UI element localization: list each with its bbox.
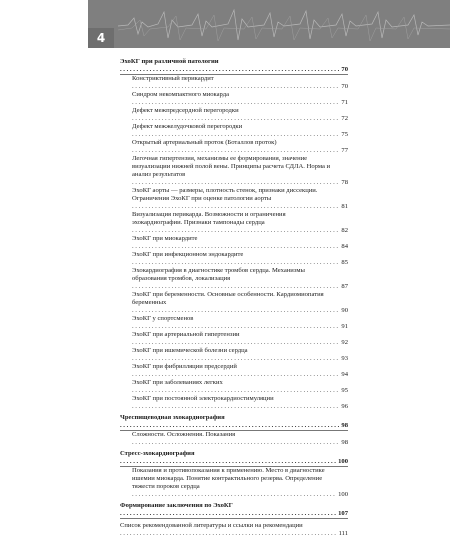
ecg-wave-decoration: [88, 0, 450, 48]
toc-item-page: 92: [341, 339, 348, 346]
toc-item-page: 94: [341, 371, 348, 378]
toc-leader-dots: [120, 66, 348, 73]
toc-item[interactable]: [120, 331, 348, 347]
toc-item-page: 84: [341, 243, 348, 250]
toc-item-title: ЭхоКГ при артериальной гипертензии: [132, 331, 240, 338]
toc-leader-dots: [132, 439, 348, 446]
toc-item-title: ЭхоКГ при миокардите: [132, 235, 198, 242]
toc-item-title: Эхокардиография в диагностике тромбов сердца. Механизмы образования тромбов, локализация: [132, 267, 305, 282]
toc-item-page: 75: [341, 131, 348, 138]
toc-item-title: ЭхоКГ при заболеваниях легких: [132, 379, 223, 386]
toc-item[interactable]: [120, 107, 348, 123]
toc-section[interactable]: [120, 58, 348, 74]
toc-item[interactable]: [120, 251, 348, 267]
toc-leader-dots: [132, 179, 348, 186]
toc-item-page: 95: [341, 387, 348, 394]
toc-item-title: Формирование заключения по ЭхоКГ: [120, 502, 233, 509]
toc-item-page: 111: [338, 530, 348, 537]
toc-leader-dots: [132, 203, 348, 210]
toc-item[interactable]: [120, 522, 348, 538]
header-band: [88, 0, 450, 48]
toc-item[interactable]: [120, 155, 348, 187]
toc-leader-dots: [132, 323, 348, 330]
toc-item-title: Дефект межпредсердной перегородки: [132, 107, 239, 114]
toc-item-title: Визуализация перикарда. Возможности и ограничения эхокардиографии. Признаки тампонады сердца: [132, 211, 286, 226]
toc-item[interactable]: [120, 347, 348, 363]
toc-item-title: ЭхоКГ у спортсменов: [132, 315, 194, 322]
toc-leader-dots: [132, 307, 348, 314]
toc-item-page: 77: [341, 147, 348, 154]
toc-item-title: ЭхоКГ при различной патологии: [120, 58, 219, 65]
toc-item[interactable]: [120, 467, 348, 499]
toc-item-title: Сложности. Осложнения. Показания: [132, 431, 236, 438]
toc-item-page: 70: [341, 66, 348, 73]
toc-leader-dots: [132, 387, 348, 394]
toc-section[interactable]: [120, 414, 348, 430]
toc-item[interactable]: [120, 123, 348, 139]
toc-leader-dots: [120, 530, 348, 537]
toc-item-page: 98: [341, 439, 348, 446]
toc-item-title: Открытый артериальный проток (Боталлов проток): [132, 139, 277, 146]
toc-leader-dots: [132, 99, 348, 106]
toc-leader-dots: [132, 355, 348, 362]
toc-leader-dots: [132, 83, 348, 90]
toc-item[interactable]: [120, 75, 348, 91]
toc-item[interactable]: [120, 235, 348, 251]
toc-leader-dots: [132, 371, 348, 378]
toc-item-title: ЭхоКГ при ишемической болезни сердца: [132, 347, 248, 354]
toc-item[interactable]: [120, 363, 348, 379]
toc-item-title: Констриктивный перикардит: [132, 75, 214, 82]
toc-leader-dots: [120, 510, 348, 517]
toc-leader-dots: [132, 339, 348, 346]
toc-item-title: Синдром некомпактного миокарда: [132, 91, 230, 98]
toc-item-title: ЭхоКГ при беременности. Основные особенности. Кардиомиопатия беременных: [132, 291, 324, 306]
toc-item[interactable]: [120, 431, 348, 447]
toc-item-page: 90: [341, 307, 348, 314]
toc-leader-dots: [132, 227, 348, 234]
toc-item[interactable]: [120, 211, 348, 235]
toc-leader-dots: [132, 259, 348, 266]
toc-item-title: ЭхоКГ аорты — размеры, плотность стенок, признаки диссекции. Ограничения ЭхоКГ при оценке патологии аорты: [132, 187, 318, 202]
toc-leader-dots: [132, 147, 348, 154]
toc-section[interactable]: [120, 450, 348, 466]
page-number: 4: [88, 28, 114, 48]
toc-leader-dots: [132, 491, 348, 498]
toc-item-page: 93: [341, 355, 348, 362]
toc-item-page: 96: [341, 403, 348, 410]
toc-item-page: 81: [341, 203, 348, 210]
toc-leader-dots: [132, 131, 348, 138]
toc-item-title: Чреспищеводная эхокардиография: [120, 414, 225, 421]
toc-item-title: ЭхоКГ при фибрилляции предсердий: [132, 363, 237, 370]
toc-item-page: 72: [341, 115, 348, 122]
toc-item-title: Легочная гипертензия, механизмы ее формирования, значение визуализации нижней полой вены. Принципы расчета СДЛА. Норма и анализ результатов: [132, 155, 331, 178]
toc-item-title: Стресс-эхокардиография: [120, 450, 195, 457]
toc-item[interactable]: [120, 315, 348, 331]
toc-item-title: Список рекомендованной литературы и ссылки на рекомендации: [120, 522, 303, 529]
toc-item[interactable]: [120, 291, 348, 315]
toc-item[interactable]: [120, 267, 348, 291]
toc-item-title: ЭхоКГ при постоянной электрокардиостимуляции: [132, 395, 274, 402]
toc-item-page: 78: [341, 179, 348, 186]
toc-leader-dots: [120, 422, 348, 429]
toc-leader-dots: [132, 283, 348, 290]
toc-item[interactable]: [120, 91, 348, 107]
toc-item-page: 91: [341, 323, 348, 330]
table-of-contents: [120, 58, 348, 538]
toc-item-page: 87: [341, 283, 348, 290]
toc-item-page: 70: [341, 83, 348, 90]
toc-leader-dots: [132, 115, 348, 122]
toc-item-page: 100: [338, 458, 348, 465]
toc-item-page: 100: [338, 491, 348, 498]
toc-leader-dots: [120, 458, 348, 465]
toc-item-page: 85: [341, 259, 348, 266]
toc-item-page: 107: [338, 510, 348, 517]
toc-item-title: Дефект межжелудочковой перегородки: [132, 123, 243, 130]
toc-item-title: ЭхоКГ при инфекционном эндокардите: [132, 251, 244, 258]
toc-item[interactable]: [120, 187, 348, 211]
toc-item-page: 71: [341, 99, 348, 106]
toc-leader-dots: [132, 403, 348, 410]
toc-item-page: 82: [341, 227, 348, 234]
toc-item[interactable]: [120, 139, 348, 155]
toc-item[interactable]: [120, 395, 348, 411]
toc-leader-dots: [132, 243, 348, 250]
toc-item[interactable]: [120, 379, 348, 395]
toc-item-page: 98: [341, 422, 348, 429]
toc-item-title: Показания и противопоказания к применению. Место в диагностике ишемии миокарда. Понятие контрактильного резерва. Определение тяжести пороков сердца: [132, 467, 325, 490]
toc-section[interactable]: [120, 502, 348, 518]
